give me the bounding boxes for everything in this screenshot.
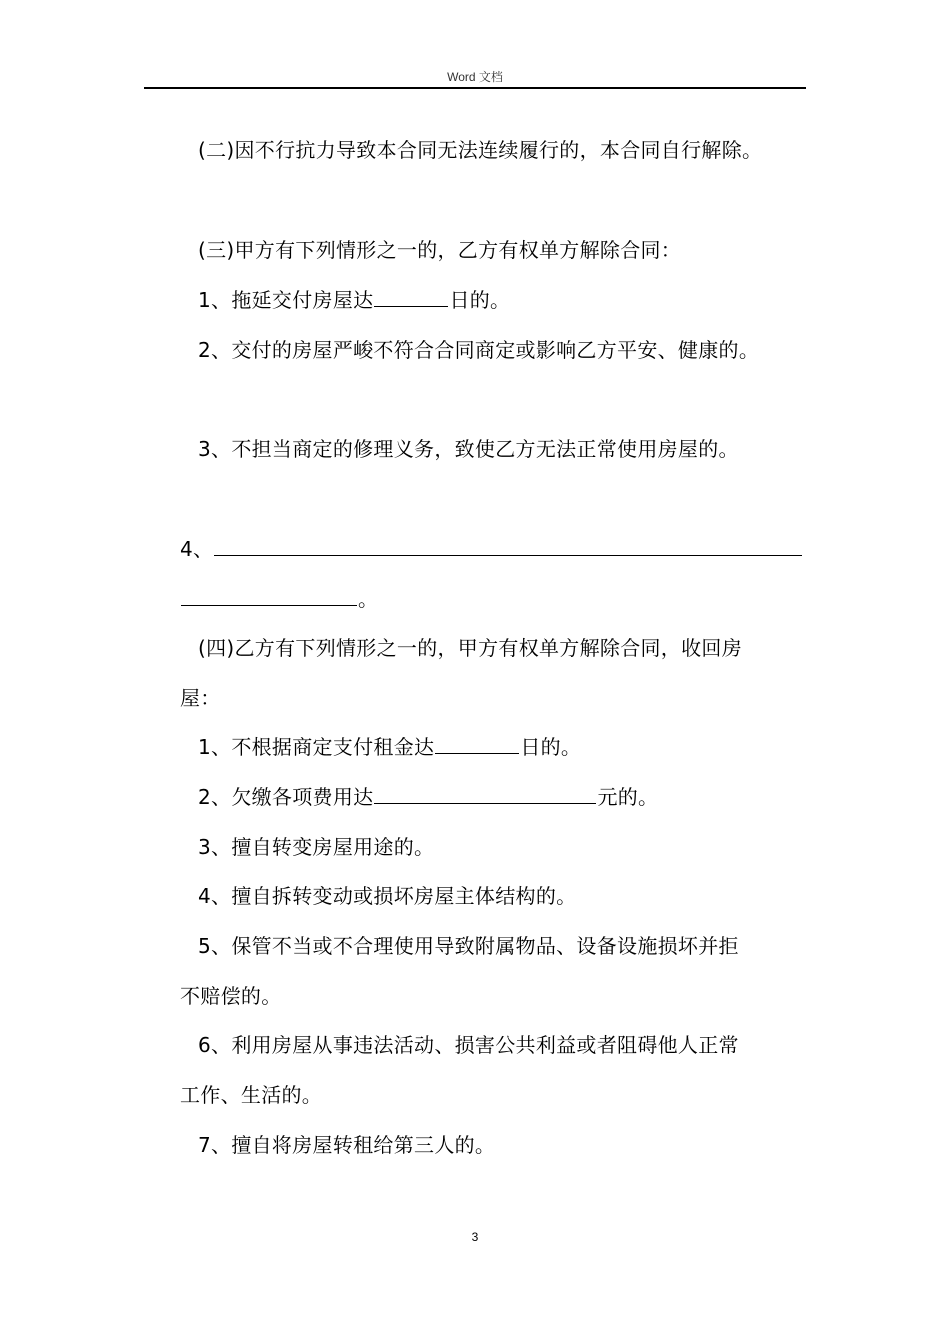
clause-fees-overdue bbox=[198, 784, 658, 810]
blank-other-field-continued[interactable] bbox=[181, 587, 357, 606]
clause-text: 元的。 bbox=[597, 785, 659, 809]
clause-text: 1、不根据商定支付租金达 bbox=[198, 735, 435, 759]
clause-other-blank-continued bbox=[180, 586, 378, 612]
clause-repair-duty: 3、不担当商定的修理义务，致使乙方无法正常使用房屋的。 bbox=[198, 437, 739, 461]
page-number: 3 bbox=[471, 1230, 479, 1244]
clause-text: 1、拖延交付房屋达 bbox=[198, 288, 374, 312]
clause-sublet: 7、擅自将房屋转租给第三人的。 bbox=[198, 1133, 496, 1157]
clause-illegal-activity-continued: 工作、生活的。 bbox=[180, 1083, 323, 1107]
blank-days-field[interactable] bbox=[374, 288, 448, 307]
clause-delay-delivery bbox=[198, 287, 510, 313]
clause-text: 日的。 bbox=[449, 288, 511, 312]
blank-amount-field[interactable] bbox=[374, 785, 596, 804]
clause-text: 2、欠缴各项费用达 bbox=[198, 785, 374, 809]
paragraph-force-majeure: (二)因不行抗力导致本合同无法连续履行的，本合同自行解除。 bbox=[198, 138, 763, 162]
blank-other-field[interactable] bbox=[214, 537, 802, 556]
clause-facility-damage-continued: 不赔偿的。 bbox=[180, 984, 282, 1008]
clause-text: 日的。 bbox=[520, 735, 582, 759]
paragraph-party-a-breach-heading: (三)甲方有下列情形之一的，乙方有权单方解除合同： bbox=[198, 238, 682, 262]
document-header: Word 文档 bbox=[447, 70, 503, 84]
clause-text: 4、 bbox=[180, 537, 214, 561]
paragraph-party-b-breach-heading-continued: 屋： bbox=[180, 686, 221, 710]
clause-rent-overdue bbox=[198, 734, 581, 760]
clause-structure-damage: 4、擅自拆转变动或损坏房屋主体结构的。 bbox=[198, 884, 577, 908]
paragraph-party-b-breach-heading: (四)乙方有下列情形之一的，甲方有权单方解除合同，收回房 bbox=[198, 636, 743, 660]
clause-house-defect: 2、交付的房屋严峻不符合合同商定或影响乙方平安、健康的。 bbox=[198, 338, 760, 362]
blank-days-field[interactable] bbox=[435, 735, 519, 754]
clause-change-use: 3、擅自转变房屋用途的。 bbox=[198, 835, 435, 859]
clause-other-blank bbox=[180, 536, 803, 562]
clause-text: 。 bbox=[358, 587, 379, 611]
clause-facility-damage: 5、保管不当或不合理使用导致附属物品、设备设施损坏并拒 bbox=[198, 934, 739, 958]
clause-illegal-activity: 6、利用房屋从事违法活动、损害公共利益或者阻碍他人正常 bbox=[198, 1033, 739, 1057]
header-divider bbox=[144, 87, 806, 89]
